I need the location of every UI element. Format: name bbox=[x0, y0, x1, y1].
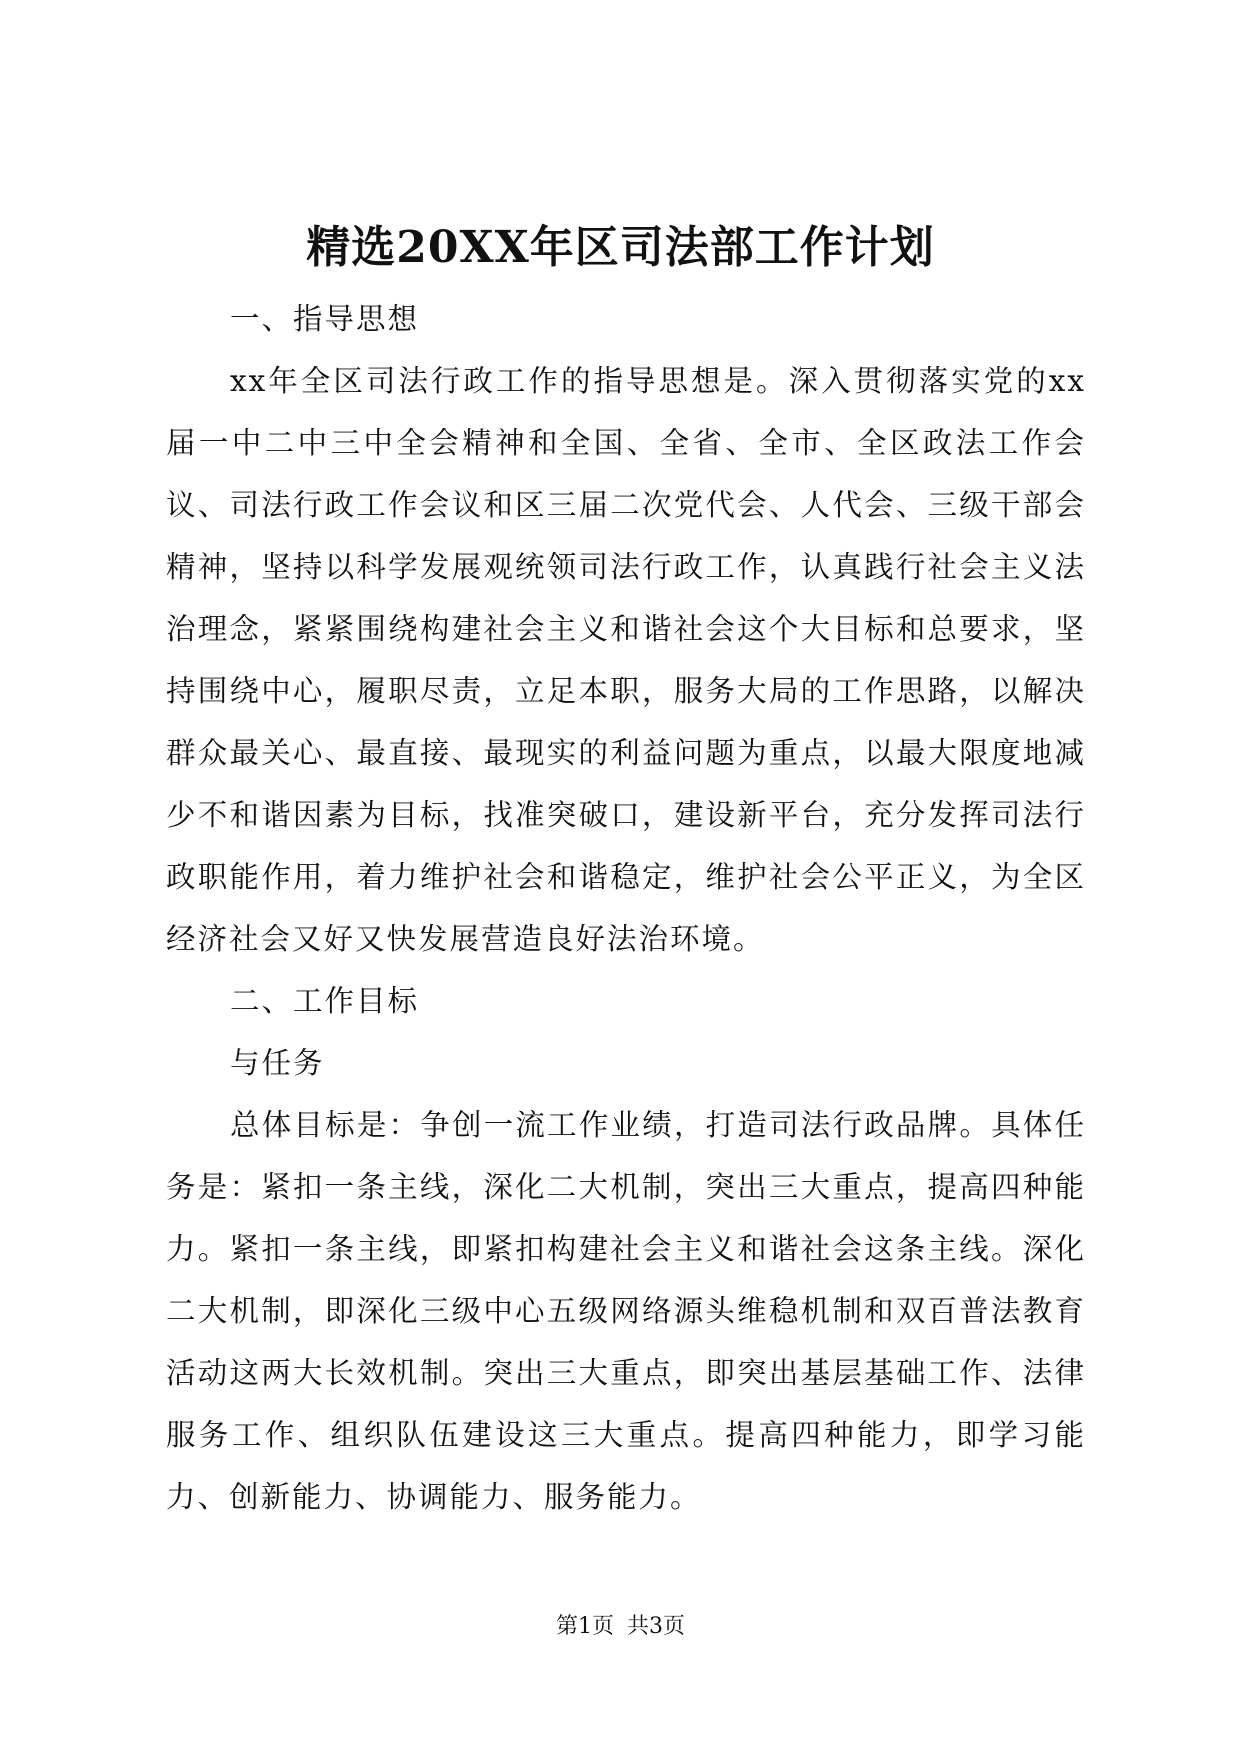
section-heading-work-goals: 二、工作目标 bbox=[230, 984, 420, 1018]
section-subheading-tasks: 与任务 bbox=[230, 1046, 325, 1080]
section-heading-guiding-ideology: 一、指导思想 bbox=[230, 302, 420, 336]
page-footer: 第1页 共3页 bbox=[556, 1614, 685, 1639]
document-title: 精选20XX年区司法部工作计划 bbox=[306, 222, 935, 273]
paragraph-goals-and-tasks: 总体目标是：争创一流工作业绩，打造司法行政品牌。具体任务是：紧扣一条主线，深化二大机制，突出三大重点，提高四种能力。紧扣一条主线，即紧扣构建社会主义和谐社会这条主线。深化二大机制，即深化三级中心五级网络源头维稳机制和双百普法教育活动这两大长效机制。突出三大重点，即突出基层基础工作、法律服务工作、组织队伍建设这三大重点。提高四种能力，即学习能力、创新能力、协调能力、服务能力。 bbox=[166, 1108, 1086, 1514]
paragraph-guiding-ideology: xx年全区司法行政工作的指导思想是。深入贯彻落实党的xx届一中二中三中全会精神和全国、全省、全市、全区政法工作会议、司法行政工作会议和区三届二次党代会、人代会、三级干部会精神，坚持以科学发展观统领司法行政工作，认真践行社会主义法治理念，紧紧围绕构建社会主义和谐社会这个大目标和总要求，坚持围绕中心，履职尽责，立足本职，服务大局的工作思路，以解决群众最关心、最直接、最现实的利益问题为重点，以最大限度地减少不和谐因素为目标，找准突破口，建设新平台，充分发挥司法行政职能作用，着力维护社会和谐稳定，维护社会公平正义，为全区经济社会又好又快发展营造良好法治环境。 bbox=[166, 364, 1086, 956]
document-body bbox=[166, 288, 1086, 1528]
